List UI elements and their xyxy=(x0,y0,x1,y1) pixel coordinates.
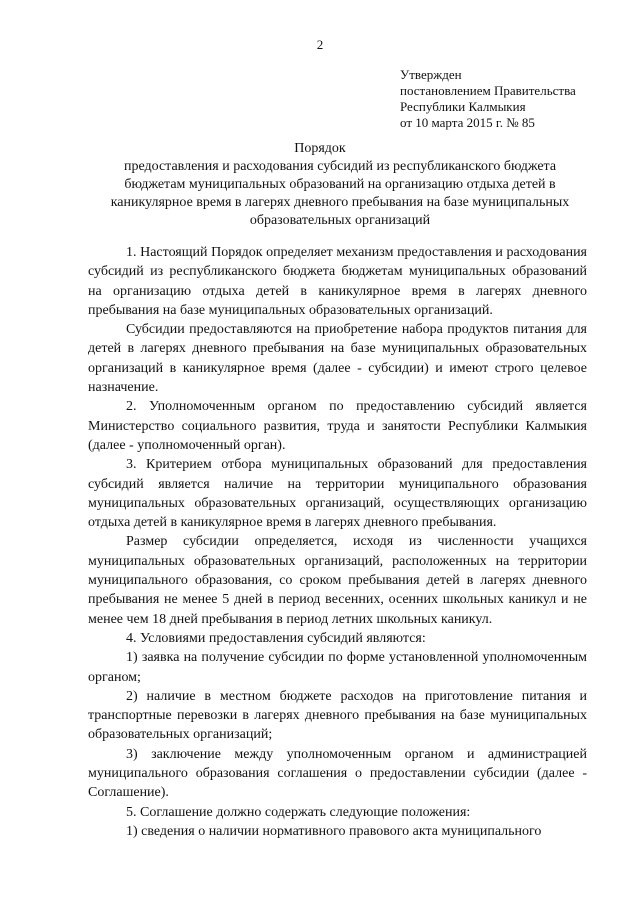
paragraph: 1. Настоящий Порядок определяет механизм предоставления и расходования субсидий из республиканского бюджета бюджетам муниципальных образований на организацию отдыха детей в каникулярное время в лагерях дневного пребывания на базе муниципальных образовательных организаций. xyxy=(88,245,587,318)
paragraph: Субсидии предоставляются на приобретение набора продуктов питания для детей в лагерях дневного пребывания на базе муниципальных образовательных организаций в каникулярное время (далее - субсидии) и имеют строго целевое назначение. xyxy=(88,322,587,396)
page-number: 2 xyxy=(316,37,324,52)
document-body xyxy=(88,243,587,841)
document-title: Порядок xyxy=(294,141,346,156)
paragraph: 1) сведения о наличии нормативного правового акта муниципального xyxy=(126,823,542,839)
subtitle-line-2: бюджетам муниципальных образований на организацию отдыха детей в xyxy=(124,177,556,192)
approval-line-1: Утвержден xyxy=(400,67,462,82)
paragraph: 3) заключение между уполномоченным органом и администрацией муниципального образования соглашения о предоставлении субсидии (далее - Соглашение). xyxy=(88,746,587,801)
document-subtitle xyxy=(95,158,585,230)
paragraph: 2) наличие в местном бюджете расходов на приготовление питания и транспортные перевозки в лагерях дневного пребывания на базе муниципальных образовательных организаций; xyxy=(88,688,587,743)
paragraph: 4. Условиями предоставления субсидий являются: xyxy=(126,630,426,646)
paragraph: 1) заявка на получение субсидии по форме установленной уполномоченным органом; xyxy=(88,650,587,685)
paragraph: 5. Соглашение должно содержать следующие положения: xyxy=(126,804,471,820)
approval-block xyxy=(400,67,628,131)
paragraph: Размер субсидии определяется, исходя из численности учащихся муниципальных образовательных организаций, расположенных на территории муниципального образования, со сроком пребывания детей в лагерях дневного пребывания не менее 5 дней в период весенних, осенних школьных каникул и не менее чем 18 дней пребывания в период летних школьных каникул. xyxy=(88,534,587,627)
approval-line-2: постановлением Правительства xyxy=(400,83,576,98)
approval-line-3: Республики Калмыкия xyxy=(400,99,526,114)
subtitle-line-4: образовательных организаций xyxy=(249,213,431,228)
approval-line-4: от 10 марта 2015 г. № 85 xyxy=(400,115,535,130)
paragraph: 2. Уполномоченным органом по предоставлению субсидий является Министерство социального развития, труда и занятости Республики Калмыкия (далее - уполномоченный орган). xyxy=(88,399,587,453)
subtitle-line-3: каникулярное время в лагерях дневного пребывания на базе муниципальных xyxy=(110,195,570,210)
subtitle-line-1: предоставления и расходования субсидий из республиканского бюджета xyxy=(123,159,557,174)
paragraph: 3. Критерием отбора муниципальных образований для предоставления субсидий является наличие на территории муниципального образования муниципальных образовательных организаций, осуществляющих организацию отдыха детей в каникулярное время в лагерях дневного пребывания. xyxy=(88,457,587,531)
